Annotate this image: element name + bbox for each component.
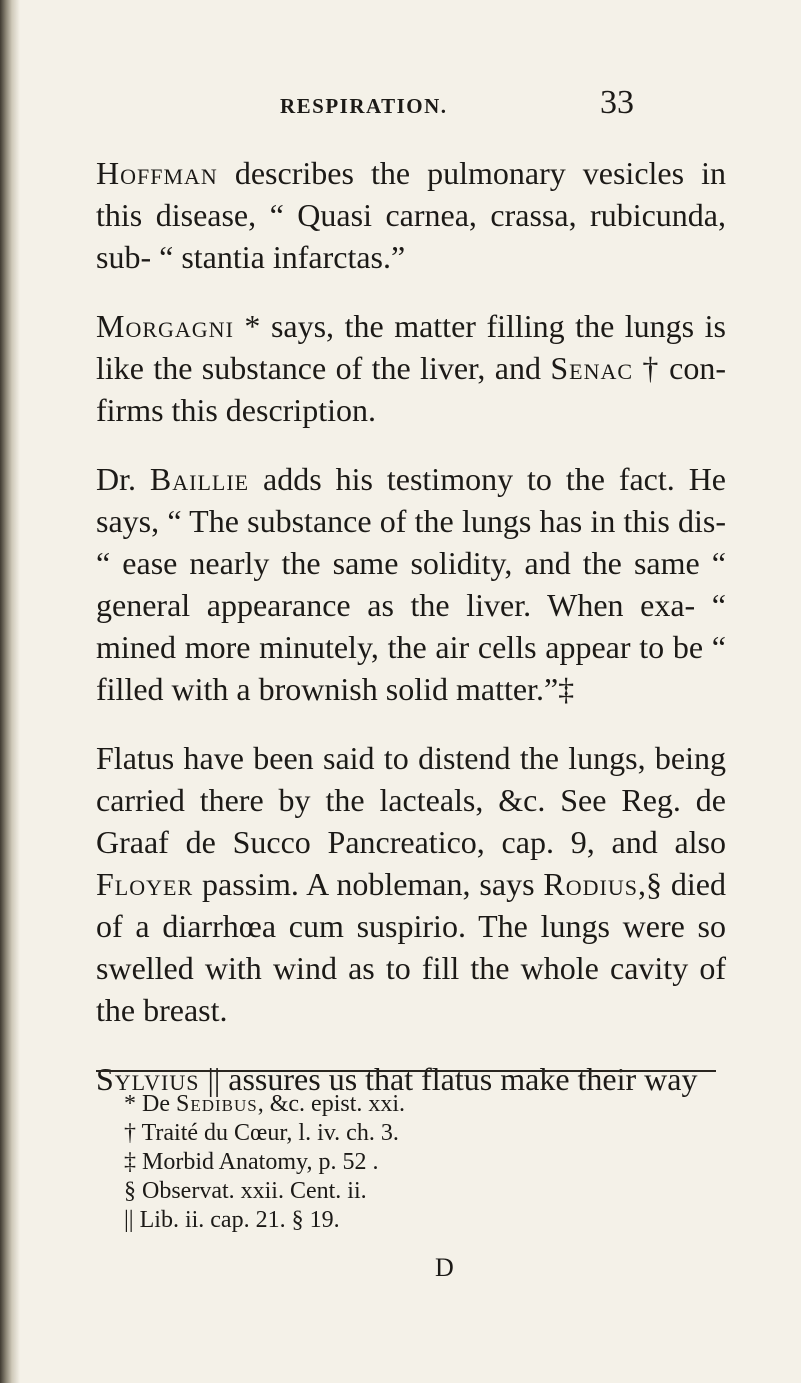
footnote-2 — [124, 1119, 714, 1148]
text-run: * says, the matter filling the lungs is like the substance of the liver, and — [96, 308, 726, 386]
signature-mark: D — [435, 1253, 454, 1282]
text-run: || assures us that flatus make their way — [199, 1061, 698, 1097]
author-name: Hoffman — [96, 155, 218, 191]
footnote-mark: ‡ — [124, 1149, 136, 1175]
footnote-rule — [96, 1070, 716, 1072]
text-run: ,§ died of a diarrhœa cum suspirio. The lungs were so swelled with wind as to fill the whole cavity of the breast. — [96, 866, 726, 1028]
footnote-author: Sedibus — [175, 1091, 258, 1117]
footnote-text: Lib. ii. cap. 21. § 19. — [139, 1207, 340, 1233]
footnote-text: Observat. xxii. Cent. ii. — [142, 1178, 367, 1204]
footnote-text: Traité du Cœur, l. iv. ch. 3. — [141, 1120, 399, 1146]
text-run: describes the pulmonary vesicles in this disease, “ Quasi carnea, crassa, rubicunda, sub- “ stantia infarctas.” — [96, 155, 726, 275]
paragraph — [96, 737, 726, 1031]
footnote-5 — [124, 1206, 714, 1235]
author-name: Baillie — [149, 461, 250, 497]
body-text — [96, 152, 726, 1100]
author-name: Senac — [550, 350, 634, 386]
page-number: 33 — [600, 84, 634, 121]
footnote-mark: || — [124, 1207, 134, 1233]
author-name: Sylvius — [96, 1061, 200, 1097]
footnote-text: Morbid Anatomy, p. 52 . — [142, 1149, 379, 1175]
footnote-mark: † — [124, 1120, 136, 1146]
paragraph — [96, 152, 726, 278]
footnote-3 — [124, 1148, 714, 1177]
footnote-mark: § — [124, 1178, 136, 1204]
paragraph — [96, 305, 726, 431]
footnote-4 — [124, 1177, 714, 1206]
footnotes — [124, 1090, 714, 1235]
footnote-text: , &c. epist. xxi. — [257, 1091, 406, 1117]
text-run: adds his testimony to the fact. He says, “ The substance of the lungs has in this dis- “ ease nearly the same solidity, and the same “ general appearance as the liver. When exa- “ mined more minutely, the air cells appear to be “ filled with a brownish solid matter.”‡ — [96, 461, 727, 707]
paragraph — [96, 458, 726, 710]
running-title: RESPIRATION. — [280, 94, 448, 118]
text-run: † con- firms this description. — [96, 350, 727, 428]
text-run: Flatus have been said to distend the lungs, being carried there by the lacteals, &c. See Reg. de Graaf de Succo Pancreatico, cap. 9, and also — [96, 740, 726, 860]
text-run: passim. A nobleman, says — [193, 866, 544, 902]
author-name: Rodius — [543, 866, 638, 902]
author-name: Morgagni — [96, 308, 234, 344]
text-run: Dr. — [96, 461, 150, 497]
footnote-mark: * — [124, 1091, 136, 1117]
author-name: Floyer — [96, 866, 194, 902]
running-header — [0, 84, 801, 124]
footnote-text: De — [142, 1091, 176, 1117]
footnote-1 — [124, 1090, 714, 1119]
